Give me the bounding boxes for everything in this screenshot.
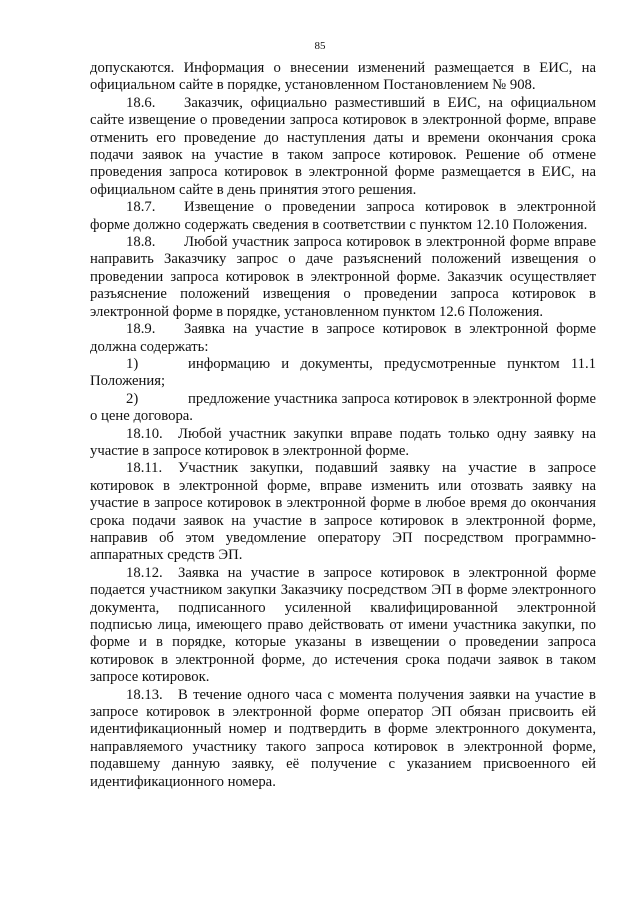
- clause-text: Любой участник закупки вправе подать только одну заявку на участие в запросе котировок в электронной форме.: [90, 425, 596, 459]
- clause-number: 18.8.: [126, 234, 156, 251]
- clause-18-9: [90, 321, 596, 356]
- list-item-number: 2): [126, 390, 139, 407]
- clause-number: 18.10.: [126, 425, 163, 442]
- clause-18-10: [90, 426, 596, 461]
- clause-text: Любой участник запроса котировок в электронной форме вправе направить Заказчику запрос о даче разъяснений положений извещения о проведении запроса котировок в электронной форме. Заказчик осуществляет разъяснение положений извещения о проведении запроса котировок в электронной форме в порядке, установленном пунктом 12.6 Положения.: [90, 234, 596, 320]
- clause-text: Заявка на участие в запросе котировок в электронной форме подается участником закупки Заказчику посредством ЭП в форме электронного документа, подписанного усиленной квалифицированной электронной подписью лица, имеющего право действовать от имени участника закупки, по форме и в порядке, которые указаны в извещении о проведении запроса котировок в электронной форме, до истечения срока подачи заявок в таком запросе котировок.: [90, 564, 596, 686]
- list-item-number: 1): [126, 355, 139, 372]
- clause-18-8: [90, 234, 596, 321]
- clause-number: 18.6.: [126, 94, 156, 111]
- clause-text: Участник закупки, подавший заявку на участие в запросе котировок в электронной форме, вправе изменить или отозвать заявку на участие в запросе котировок в электронной форме в любое время до окончания срока подачи заявок на участие в запросе котировок в электронной форме, направив об этом уведомление оператору ЭП посредством программно-аппаратных средств ЭП.: [90, 460, 596, 564]
- list-item-text: информацию и документы, предусмотренные пунктом 11.1 Положения;: [90, 355, 596, 390]
- clause-number: 18.12.: [126, 564, 163, 581]
- document-body: [90, 60, 596, 791]
- clause-number: 18.13.: [126, 686, 163, 703]
- clause-18-6: [90, 95, 596, 199]
- list-item-1: [90, 356, 596, 391]
- paragraph-text: допускаются. Информация о внесении изменений размещается в ЕИС, на официальном сайте в порядке, установленном Постановлением № 908.: [90, 60, 596, 94]
- clause-18-12: [90, 565, 596, 687]
- clause-number: 18.9.: [126, 321, 156, 338]
- clause-text: Заявка на участие в запросе котировок в электронной форме должна содержать:: [90, 321, 596, 355]
- clause-18-7: [90, 199, 596, 234]
- page-number: 85: [314, 40, 326, 52]
- clause-number: 18.7.: [126, 199, 156, 216]
- list-item-text: предложение участника запроса котировок в электронной форме о цене договора.: [90, 390, 596, 425]
- list-item-2: [90, 391, 596, 426]
- clause-number: 18.11.: [126, 460, 163, 477]
- clause-text: Извещение о проведении запроса котировок в электронной форме должно содержать сведения в соответствии с пунктом 12.10 Положения.: [90, 199, 596, 233]
- clause-text: В течение одного часа с момента получения заявки на участие в запросе котировок в электронной форме оператор ЭП обязан присвоить ей идентификационный номер и подтвердить в форме электронного документа, направляемого участнику такого запроса котировок в электронной форме, подавшему данную заявку, её получение с указанием присвоенного ей идентификационного номера.: [90, 686, 596, 790]
- paragraph-continuation: [90, 60, 596, 95]
- clause-18-13: [90, 687, 596, 791]
- clause-text: Заказчик, официально разместивший в ЕИС, на официальном сайте извещение о проведении запроса котировок в электронной форме, вправе отменить его проведение до наступления даты и времени окончания срока подачи заявок на участие в таком запросе котировок. Решение об отмене проведения запроса котировок в электронной форме размещается в ЕИС, на официальном сайте в день принятия этого решения.: [90, 94, 596, 198]
- clause-18-11: [90, 460, 596, 564]
